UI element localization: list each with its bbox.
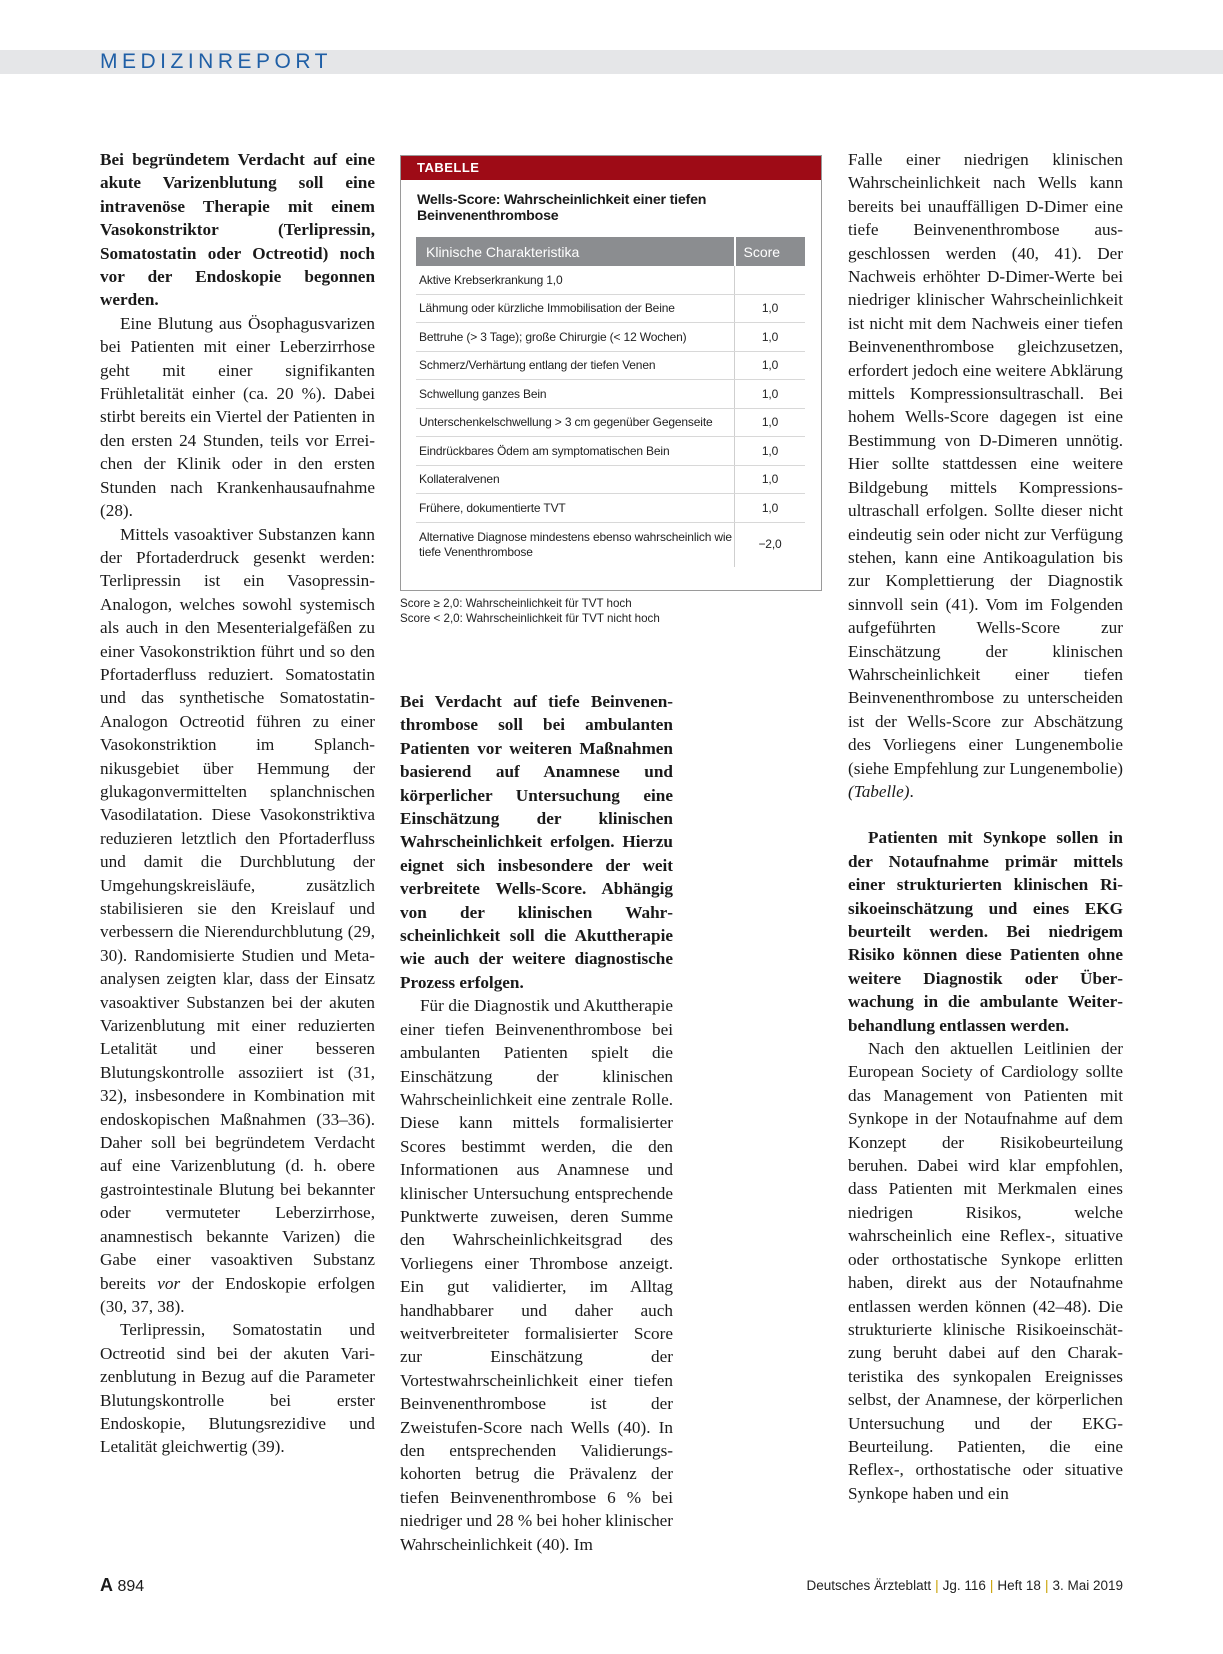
paragraph-text: der Endoskopie erfolgen (30, 37, 38). [100, 1273, 375, 1316]
page-prefix: A [100, 1575, 113, 1595]
table-row [416, 408, 805, 437]
recommendation-syncope: Patienten mit Synkope sollen in der Notaufnahme primär mittels einer strukturierten klinischen Risikoeinschätzung und eines EKG beurteilt werden. Bei niedrigem Risiko können diese Patienten ohne weitere Diagnostik oder Überwachung in die ambulante Weiterbehandlung entlassen werden. [848, 828, 1123, 1035]
recommendation-varices: Bei begründetem Verdacht auf eine akute Varizenblutung soll eine intravenöse Therapie mit einem Vasokonstriktor (Terlipressin, Somatostatin oder Octreotid) noch vor der Endoskopie begonnen werden. [100, 150, 375, 310]
journal-issue: Heft 18 [997, 1578, 1041, 1593]
column-3 [848, 148, 1123, 1505]
paragraph-text: Mittels vasoaktiver Substanzen kann der Pfortaderdruck gesenkt werden: Terlipressin ist ein Vasopressin-Analogon, welches sowohl systemisch als auch in den Mesenterialgefäßen zu einer Vasokonstriktion führt und so den Pfortaderfluss reduziert. Somatostatin und das synthetische Somatostatin-Analogon Octreotid führen zu einer Vasokonstriktion im Splanchnikusgebiet über Hemmung der glukagonvermittelten splanchnischen Vasodilatation. Diese Vasokonstriktiva reduzieren letztlich den Pfortaderfluss und damit die Durchblutung der Umgehungskreisläufe, zusätzlich stabilisieren sie den Kreislauf und verbessern die Nierendurchblutung (29, 30). Randomisierte Studien und Metaanalysen zeigten klar, dass der Einsatz vasoaktiver Substanzen bei der akuten Varizenblutung mit einer reduzierten Letalität und einer besseren Blutungskontrolle assoziiert ist (31, 32), insbesondere in Kombination mit endoskopischen Maßnahmen (33–36). Daher soll bei begründetem Verdacht auf eine Varizenblutung (d. h. obere gastrointestinale Blutung bei bekannter oder vermuteter Leberzirrhose, anamnestisch bekannte Varizen) die Gabe einer vasoaktiven Substanz bereits [100, 524, 375, 1293]
wells-score-table-box [400, 155, 822, 591]
paragraph: Für die Diagnostik und Akuttherapie einer tiefen Beinvenenthrombose bei ambulanten Patienten spielt die Einschätzung der klinischen Wahrscheinlichkeit eine zentrale Rolle. Diese kann mittels formalisierter Scores bestimmt werden, die den Informationen aus Anamnese und klinischer Untersuchung entsprechende Punktwerte zuweisen, deren Summe den Wahrscheinlichkeitsgrad des Vorliegens einer Thrombose anzeigt. Ein gut validierter, im Alltag handhabbarer und daher auch weitverbreiteter formalisierter Score zur Einschätzung der Vortestwahrscheinlichkeit einer tiefen Beinvenenthrombose ist der Zweistufen-Score nach Wells (40). In den entsprechenden Validierungskohorten betrug die Prävalenz der tiefen Beinvenenthrombose 6 % bei niedriger und 28 % bei hoher klinischer Wahrscheinlichkeit (40). Im [400, 996, 674, 1554]
row-score: 1,0 [735, 465, 806, 494]
paragraph-text: . [909, 781, 914, 801]
section-label: MEDIZINREPORT [100, 50, 332, 73]
separator: | [989, 1578, 994, 1593]
table-title: Wells-Score: Wahrscheinlichkeit einer tiefen Beinvenenthrombose [417, 192, 707, 224]
column-header-characteristics: Klinische Charakteristika [416, 237, 735, 266]
page-number [100, 1575, 144, 1596]
table-row [416, 351, 805, 380]
column-2 [400, 690, 673, 1556]
table-row [416, 494, 805, 523]
table-reference: (Tabelle) [848, 781, 910, 801]
paragraph: Eine Blutung aus Ösophagusvarizen bei Patienten mit einer Leberzirrhose geht mit einer signifikanten Frühletalität einher (ca. 20 %). Dabei stirbt bereits ein Viertel der Patienten in den ersten 24 Stunden, teils vor Erreichen der Klinik oder in den ersten Stunden nach Krankenhausaufnahme (28). [100, 313, 375, 521]
row-score [735, 266, 806, 294]
recommendation-thrombosis: Bei Verdacht auf tiefe Beinvenenthrombose soll bei ambulanten Patienten vor weiteren Maßnahmen basierend auf Anamnese und körperlicher Untersuchung eine Einschätzung der klinischen Wahrscheinlichkeit erfolgen. Hierzu eignet sich insbesondere der weit verbreitete Wells-Score. Abhängig von der klinischen Wahrscheinlichkeit soll die Akuttherapie wie auch der weitere diagnostische Prozess erfolgen. [400, 692, 673, 992]
journal-volume: Jg. 116 [942, 1578, 986, 1593]
row-score: 1,0 [735, 494, 806, 523]
row-label: Eindrückbares Ödem am symptomatischen Bein [416, 437, 735, 466]
row-label: Frühere, dokumentierte TVT [416, 494, 735, 523]
paragraph [848, 148, 1123, 803]
journal-name: Deutsches Ärzteblatt [806, 1578, 932, 1593]
journal-info [807, 1578, 1123, 1593]
row-label: Bettruhe (> 3 Tage); große Chirurgie (< 12 Wochen) [416, 323, 735, 352]
table-row [416, 437, 805, 466]
column-1 [100, 148, 375, 1459]
separator: | [935, 1578, 939, 1593]
table-row [416, 522, 805, 567]
paragraph-text: Falle einer niedrigen klinischen Wahrscheinlichkeit nach Wells kann bereits bei unauffälligen D-Dimer eine tiefe Beinvenenthrombose ausgeschlossen werden (40, 41). Der Nachweis erhöhter D-Dimer-Werte bei niedriger klinischer Wahrscheinlichkeit ist nicht mit dem Nachweis einer tiefen Beinvenenthrombose gleichzusetzen, erfordert jedoch eine weitere Abklärung mittels Kompressionsultraschall. Bei hohem Wells-Score dagegen ist eine Bestimmung von D-Dimeren unnötig. Hier sollte stattdessen eine weitere Bildgebung mittels Kompressionsultraschall erfolgen. Sollte dieser nicht eindeutig sein oder nicht zur Verfügung stehen, kann eine Antikoagulation bis zur Komplettierung der Diagnostik sinnvoll sein (41). Vom im Folgenden aufgeführten Wells-Score zur Einschätzung der klinischen Wahrscheinlichkeit einer tiefen Beinvenenthrombose zu unterscheiden ist der Wells-Score zur Abschätzung des Vorliegens einer Lungenembolie (siehe Empfehlung zur Lungenembolie) [848, 150, 1123, 778]
table-row [416, 380, 805, 409]
journal-date: 3. Mai 2019 [1052, 1578, 1123, 1593]
paragraph: Terlipressin, Somatostatin und Octreotid sind bei der akuten Varizenblutung in Bezug auf die Parameter Blutungskontrolle bei erster Endoskopie, Blutungsrezidive und Letalität gleichwertig (39). [100, 1320, 375, 1457]
row-score: −2,0 [735, 522, 806, 567]
row-score: 1,0 [735, 323, 806, 352]
footnote-line: Score < 2,0: Wahrscheinlichkeit für TVT nicht hoch [400, 612, 660, 625]
row-label: Schmerz/Verhärtung entlang der tiefen Venen [416, 351, 735, 380]
paragraph [100, 523, 375, 1319]
table-row [416, 465, 805, 494]
emphasis: vor [157, 1273, 181, 1293]
row-score: 1,0 [735, 408, 806, 437]
row-score: 1,0 [735, 351, 806, 380]
wells-score-table [416, 237, 805, 567]
column-header-score: Score [735, 237, 806, 266]
row-label: Schwellung ganzes Bein [416, 380, 735, 409]
table-row [416, 323, 805, 352]
table-label: TABELLE [401, 156, 821, 180]
row-label: Lähmung oder kürzliche Immobilisation der Beine [416, 294, 735, 323]
separator: | [1044, 1578, 1049, 1593]
row-label: Kollateralvenen [416, 465, 735, 494]
row-label: Aktive Krebserkrankung 1,0 [416, 266, 735, 294]
row-score: 1,0 [735, 294, 806, 323]
table-row [416, 294, 805, 323]
page-number-value: 894 [117, 1578, 145, 1595]
table-row [416, 266, 805, 294]
row-label: Unterschenkelschwellung > 3 cm gegenüber Gegenseite [416, 408, 735, 437]
paragraph: Nach den aktuellen Leitlinien der European Society of Cardiology sollte das Management von Patienten mit Synkope in der Notaufnahme auf dem Konzept der Risikobeurteilung beruhen. Dabei wird klar empfohlen, dass Patienten mit Merkmalen eines niedrigen Risikos, welche wahrscheinlich eine Reflex-, situative oder orthostatische Synkope erlitten haben, direkt aus der Notaufnahme entlassen werden können (42–48). Die strukturierte klinische Risikoeinschätzung beruht dabei auf den Charakteristika des synkopalen Ereignisses selbst, der Anamnese, der körperlichen Untersuchung und der EKG-Beurteilung. Patienten, die eine Reflex-, orthostatische oder situative Synkope haben und ein [848, 1039, 1123, 1503]
row-label: Alternative Diagnose mindestens ebenso wahrscheinlich wie tiefe Venenthrombose [419, 529, 732, 559]
row-score: 1,0 [735, 380, 806, 409]
footnote-line: Score ≥ 2,0: Wahrscheinlichkeit für TVT hoch [400, 597, 632, 610]
table-footnote [400, 596, 820, 626]
row-score: 1,0 [735, 437, 806, 466]
